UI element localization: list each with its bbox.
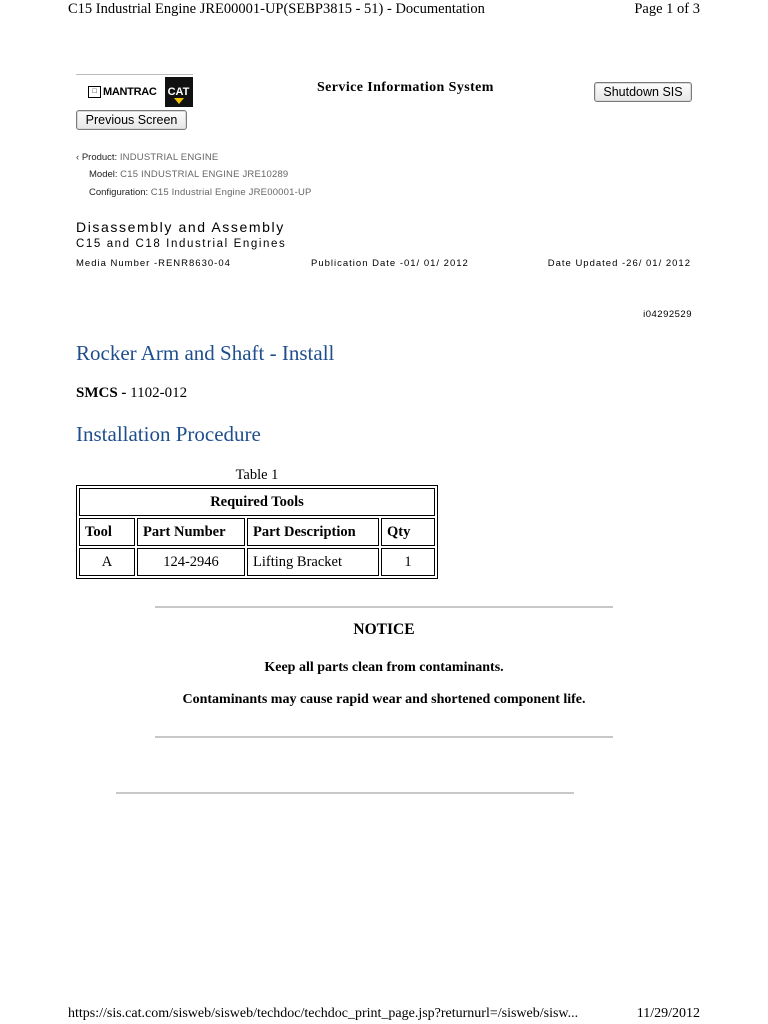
notice-bottom-divider	[155, 736, 613, 738]
breadcrumb-product[interactable]	[76, 152, 218, 163]
print-footer-url: https://sis.cat.com/sisweb/sisweb/techdoc/techdoc_print_page.jsp?returnurl=/sisweb/sisw...	[68, 1006, 579, 1021]
cat-logo-text: CAT	[167, 85, 190, 98]
column-header-tool: Tool	[79, 518, 135, 546]
notice-top-divider	[155, 606, 613, 608]
cell-part-number: 124-2946	[137, 548, 245, 576]
cat-logo	[165, 77, 193, 107]
mantrac-mark-icon: □	[88, 86, 101, 98]
date-updated: Date Updated -26/ 01/ 2012	[547, 258, 691, 269]
document-title: Disassembly and Assembly	[76, 219, 285, 235]
required-tools-table	[76, 485, 438, 579]
collapse-arrow-icon[interactable]: ‹	[76, 152, 80, 163]
mantrac-logo	[88, 86, 157, 98]
model-label: Model:	[89, 169, 118, 180]
cell-qty: 1	[381, 548, 435, 576]
print-footer-date: 11/29/2012	[636, 1006, 700, 1021]
product-value: INDUSTRIAL ENGINE	[119, 152, 219, 163]
print-header-page: Page 1 of 3	[634, 1, 700, 17]
smcs-value: 1102-012	[130, 385, 188, 401]
shutdown-sis-button[interactable]: Shutdown SIS	[594, 82, 692, 102]
column-header-part-number: Part Number	[137, 518, 245, 546]
model-value: C15 INDUSTRIAL ENGINE JRE10289	[120, 169, 289, 180]
smcs-label: SMCS -	[76, 385, 127, 401]
previous-screen-button[interactable]: Previous Screen	[76, 110, 187, 130]
system-title: Service Information System	[317, 80, 494, 95]
notice-line: Keep all parts clean from contaminants.	[264, 660, 504, 675]
table-row	[79, 548, 435, 576]
print-header-title: C15 Industrial Engine JRE00001-UP(SEBP3815 - 51) - Documentation	[68, 1, 485, 17]
document-id: i04292529	[643, 309, 692, 320]
product-label: Product:	[81, 152, 118, 163]
notice-line: Contaminants may cause rapid wear and shortened component life.	[182, 692, 586, 707]
table-title: Required Tools	[79, 488, 435, 516]
configuration-value: C15 Industrial Engine JRE00001-UP	[150, 187, 312, 198]
smcs-code	[76, 385, 187, 402]
cell-part-description: Lifting Bracket	[247, 548, 379, 576]
table-caption: Table 1	[235, 467, 279, 483]
configuration-label: Configuration:	[89, 187, 149, 198]
page-title: Rocker Arm and Shaft - Install	[76, 341, 335, 365]
cell-tool: A	[79, 548, 135, 576]
section-divider	[116, 792, 574, 794]
document-subtitle: C15 and C18 Industrial Engines	[76, 238, 287, 250]
column-header-qty: Qty	[381, 518, 435, 546]
column-header-part-description: Part Description	[247, 518, 379, 546]
breadcrumb-model	[89, 169, 288, 180]
publication-date: Publication Date -01/ 01/ 2012	[311, 258, 469, 269]
media-number: Media Number -RENR8630-04	[76, 258, 231, 269]
logo-banner	[76, 74, 193, 108]
procedure-heading: Installation Procedure	[76, 422, 261, 446]
notice-title: NOTICE	[353, 621, 415, 638]
breadcrumb-configuration	[89, 187, 312, 198]
mantrac-logo-text: MANTRAC	[103, 85, 157, 98]
